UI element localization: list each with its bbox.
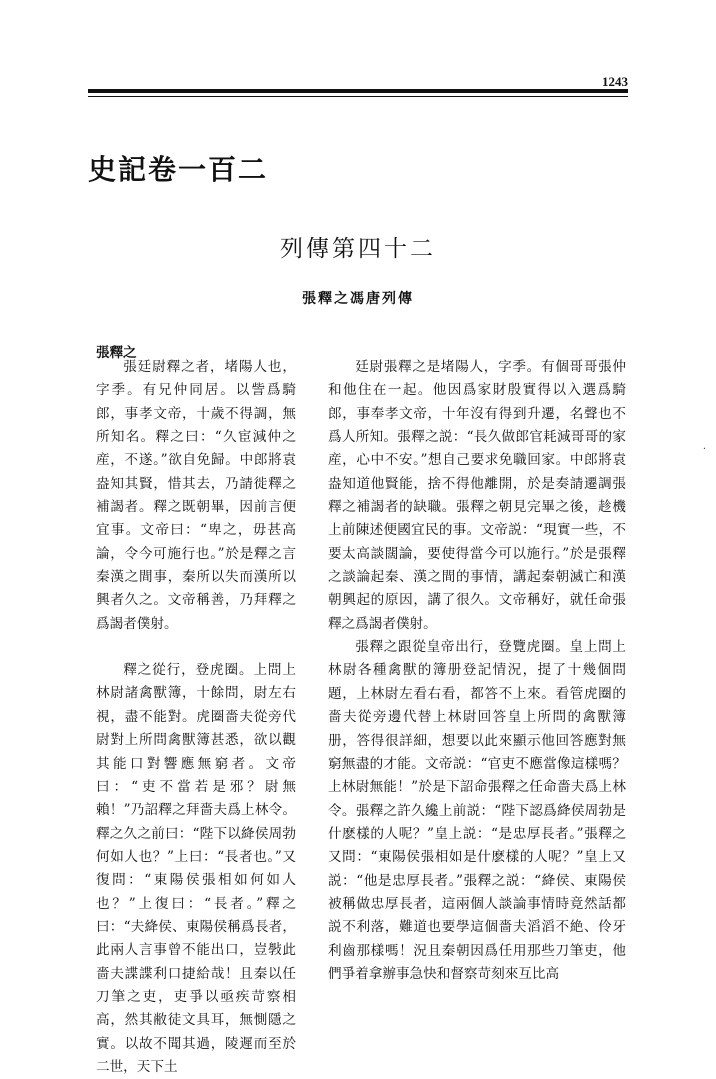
translation-column: [328, 356, 626, 982]
page-number: 1243: [602, 74, 628, 89]
volume-title: 史記卷一百二: [88, 153, 269, 186]
margin-mark: ·: [702, 444, 706, 455]
classical-paragraph-2: 釋之從行，登虎圈。上問上林尉諸禽獸簿，十餘問，尉左右視，盡不能對。虎圈嗇夫從旁代尉對上所問禽獸簿甚悉，欲以觀其能口對響應無窮者。文帝曰：“吏不當若是邪？尉無賴！”乃詔釋之拜嗇夫爲上林令。釋之久之前曰：“陛下以絳侯周勃何如人也？”上曰：“長者也。”又復問：“東陽侯張相如何如人也？”上復曰：“長者。”釋之曰：“夫絳侯、東陽侯稱爲長者，此兩人言事曾不能出口，豈斅此嗇夫諜諜利口捷給哉！且秦以任刀筆之吏，吏爭以亟疾苛察相高，然其敝徒文具耳，無惻隱之實。以故不聞其過，陵遲而至於二世，天下土: [96, 662, 296, 1075]
classical-paragraph-1: 張廷尉釋之者，堵陽人也，字季。有兄仲同居。以訾爲騎郎，事孝文帝，十歲不得調，無所知名。釋之曰：“久宦減仲之産，不遂。”欲自免歸。中郎將袁盎知其賢，惜其去，乃請徙釋之補謁者。釋之既朝畢，因前言便宜事。文帝曰：“卑之，毋甚高論，令今可施行也。”於是釋之言秦漢之間事，秦所以失而漢所以興者久之。文帝稱善，乃拜釋之爲謁者僕射。: [96, 359, 296, 632]
header-rule-thin: [88, 96, 628, 97]
header-rule-thick: [88, 89, 628, 93]
classical-text-column: [96, 356, 296, 1075]
chapter-title: 列傳第四十二: [280, 236, 436, 262]
translation-paragraph-1: 廷尉張釋之是堵陽人，字季。有個哥哥張仲和他住在一起。他因爲家財殷實得以入選爲騎郎，事奉孝文帝，十年沒有得到升遷，名聲也不爲人所知。張釋之説：“長久做郎官耗減哥哥的家産，心中不安。”想自己要求免職回家。中郎將袁盎知道他賢能，捨不得他離開，於是奏請遷調張釋之補謁者的缺職。張釋之朝見完畢之後，趁機上前陳述便國宜民的事。文帝説：“現實一些，不要太高談闊論，要使得當今可以施行。”於是張釋之談論起秦、漢之間的事情，講起秦朝滅亡和漢朝興起的原因，講了很久。文帝稱好，就任命張釋之爲謁者僕射。: [328, 359, 626, 632]
chapter-subtitle: 張釋之馮唐列傳: [302, 291, 414, 307]
translation-paragraph-2: 張釋之跟從皇帝出行，登覽虎圈。皇上問上林尉各種禽獸的簿册登記情況，提了十幾個問題，上林尉左看右看，都答不上來。看管虎圈的嗇夫從旁邊代替上林尉回答皇上所問的禽獸簿册，答得很詳細，想要以此來顯示他回答應對無窮無盡的才能。文帝説：“官吏不應當像這樣嗎？上林尉無能！”於是下詔命張釋之任命嗇夫爲上林令。張釋之許久纔上前説：“陛下認爲絳侯周勃是什麽樣的人呢？”皇上説：“是忠厚長者。”張釋之又問：“東陽侯張相如是什麽樣的人呢？”皇上又説：“他是忠厚長者。”張釋之説：“絳侯、東陽侯被稱做忠厚長者，這兩個人談論事情時竟然話都説不利落，難道也要學這個嗇夫滔滔不絶、伶牙利齒那樣嗎！況且秦朝因爲任用那些刀筆吏，他們爭着拿辦事急快和督察苛刻來互比高: [328, 639, 626, 982]
section-heading: 張釋之: [96, 345, 137, 361]
